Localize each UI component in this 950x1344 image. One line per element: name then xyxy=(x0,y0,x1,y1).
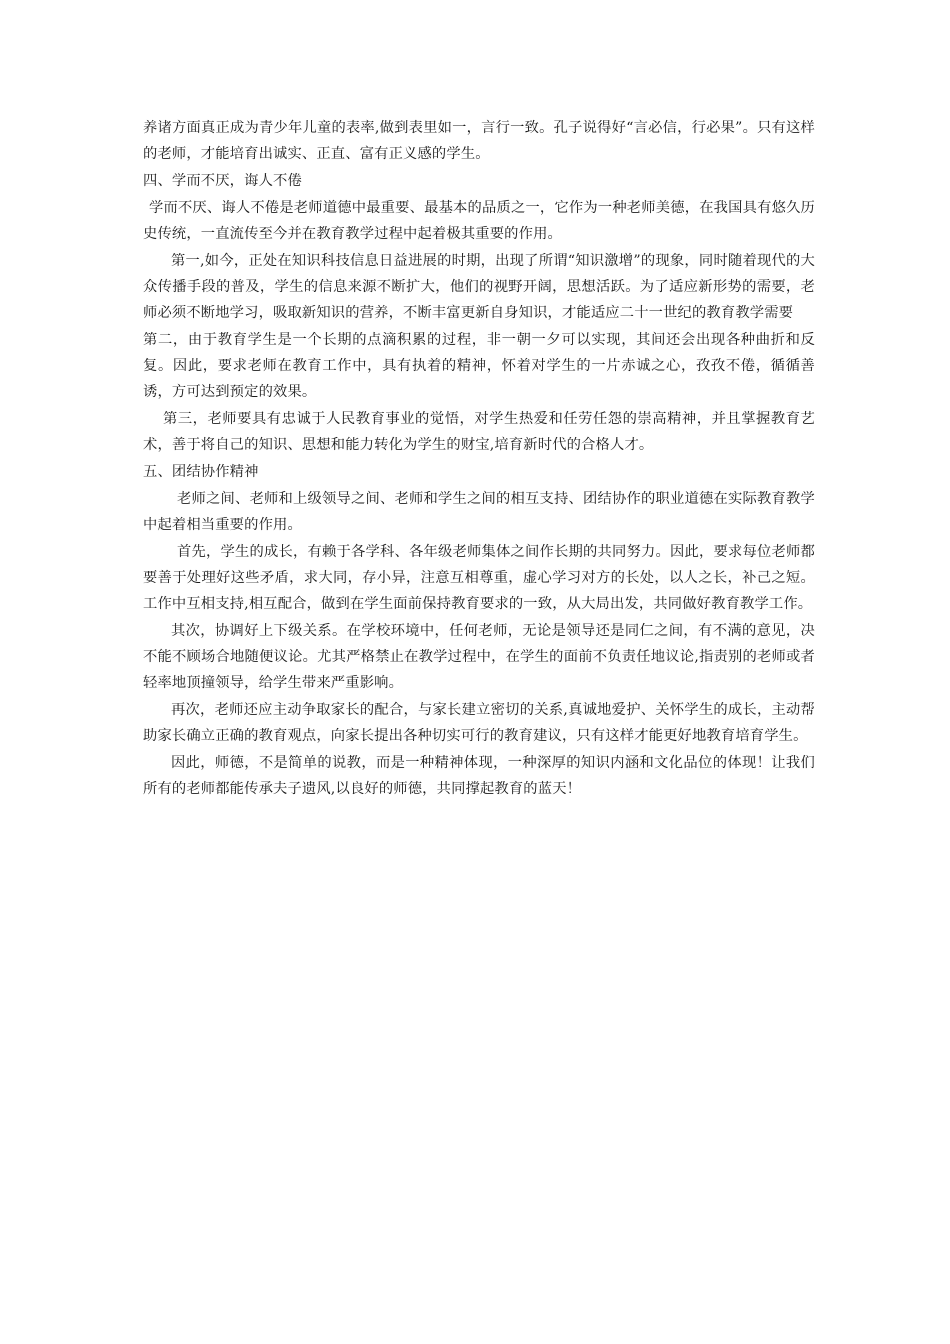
paragraph-section4-second: 第二，由于教育学生是一个长期的点滴积累的过程，非一朝一夕可以实现，其间还会出现各种曲折和反复。因此，要求老师在教育工作中，具有执着的精神，怀着对学生的一片赤诚之心，孜孜不倦，循循善诱，方可达到预定的效果。 xyxy=(143,332,815,400)
paragraph-section5-first: 首先，学生的成长，有赖于各学科、各年级老师集体之间作长期的共同努力。因此，要求每位老师都要善于处理好这些矛盾，求大同，存小异，注意互相尊重，虚心学习对方的长处，以人之长，补己之短。工作中互相支持,相互配合，做到在学生面前保持教育要求的一致，从大局出发，共同做好教育教学工作。 xyxy=(143,544,815,612)
paragraph-continued: 养诸方面真正成为青少年儿童的表率,做到表里如一，言行一致。孔子说得好“言必信，行必果”。只有这样的老师，才能培育出诚实、正直、富有正义感的学生。 xyxy=(143,120,815,162)
paragraph-section5-second: 其次，协调好上下级关系。在学校环境中，任何老师，无论是领导还是同仁之间，有不满的意见，决不能不顾场合地随便议论。尤其严格禁止在教学过程中，在学生的面前不负责任地议论,指责别的老师或者轻率地顶撞领导，给学生带来严重影响。 xyxy=(143,623,815,691)
paragraph-section4-first: 第一,如今，正处在知识科技信息日益进展的时期，出现了所谓“知识激增”的现象，同时随着现代的大众传播手段的普及，学生的信息来源不断扩大，他们的视野开阔，思想活跃。为了适应新形势的需要，老师必须不断地学习，吸取新知识的营养，不断丰富更新自身知识，才能适应二十一世纪的教育教学需要 xyxy=(143,253,815,321)
section-heading-5: 五、团结协作精神 xyxy=(143,464,259,480)
section-heading-4: 四、学而不厌，诲人不倦 xyxy=(143,173,302,189)
paragraph-section4-third: 第三，老师要具有忠诚于人民教育事业的觉悟，对学生热爱和任劳任怨的崇高精神，并且掌握教育艺术，善于将自己的知识、思想和能力转化为学生的财宝,培育新时代的合格人才。 xyxy=(143,411,815,453)
paragraph-section5-third: 再次，老师还应主动争取家长的配合，与家长建立密切的关系,真诚地爱护、关怀学生的成长，主动帮助家长确立正确的教育观点，向家长提出各种切实可行的教育建议，只有这样才能更好地教育培育学生。 xyxy=(143,702,815,744)
document-body xyxy=(143,115,815,803)
paragraph-section5-intro: 老师之间、老师和上级领导之间、老师和学生之间的相互支持、团结协作的职业道德在实际教育教学中起着相当重要的作用。 xyxy=(143,491,815,533)
paragraph-section4-intro: 学而不厌、诲人不倦是老师道德中最重要、最基本的品质之一，它作为一种老师美德，在我国具有悠久历史传统，一直流传至今并在教育教学过程中起着极其重要的作用。 xyxy=(143,200,815,242)
paragraph-conclusion: 因此，师德，不是简单的说教，而是一种精神体现，一种深厚的知识内涵和文化品位的体现！让我们所有的老师都能传承夫子遗风,以良好的师德，共同撑起教育的蓝天！ xyxy=(143,755,815,797)
